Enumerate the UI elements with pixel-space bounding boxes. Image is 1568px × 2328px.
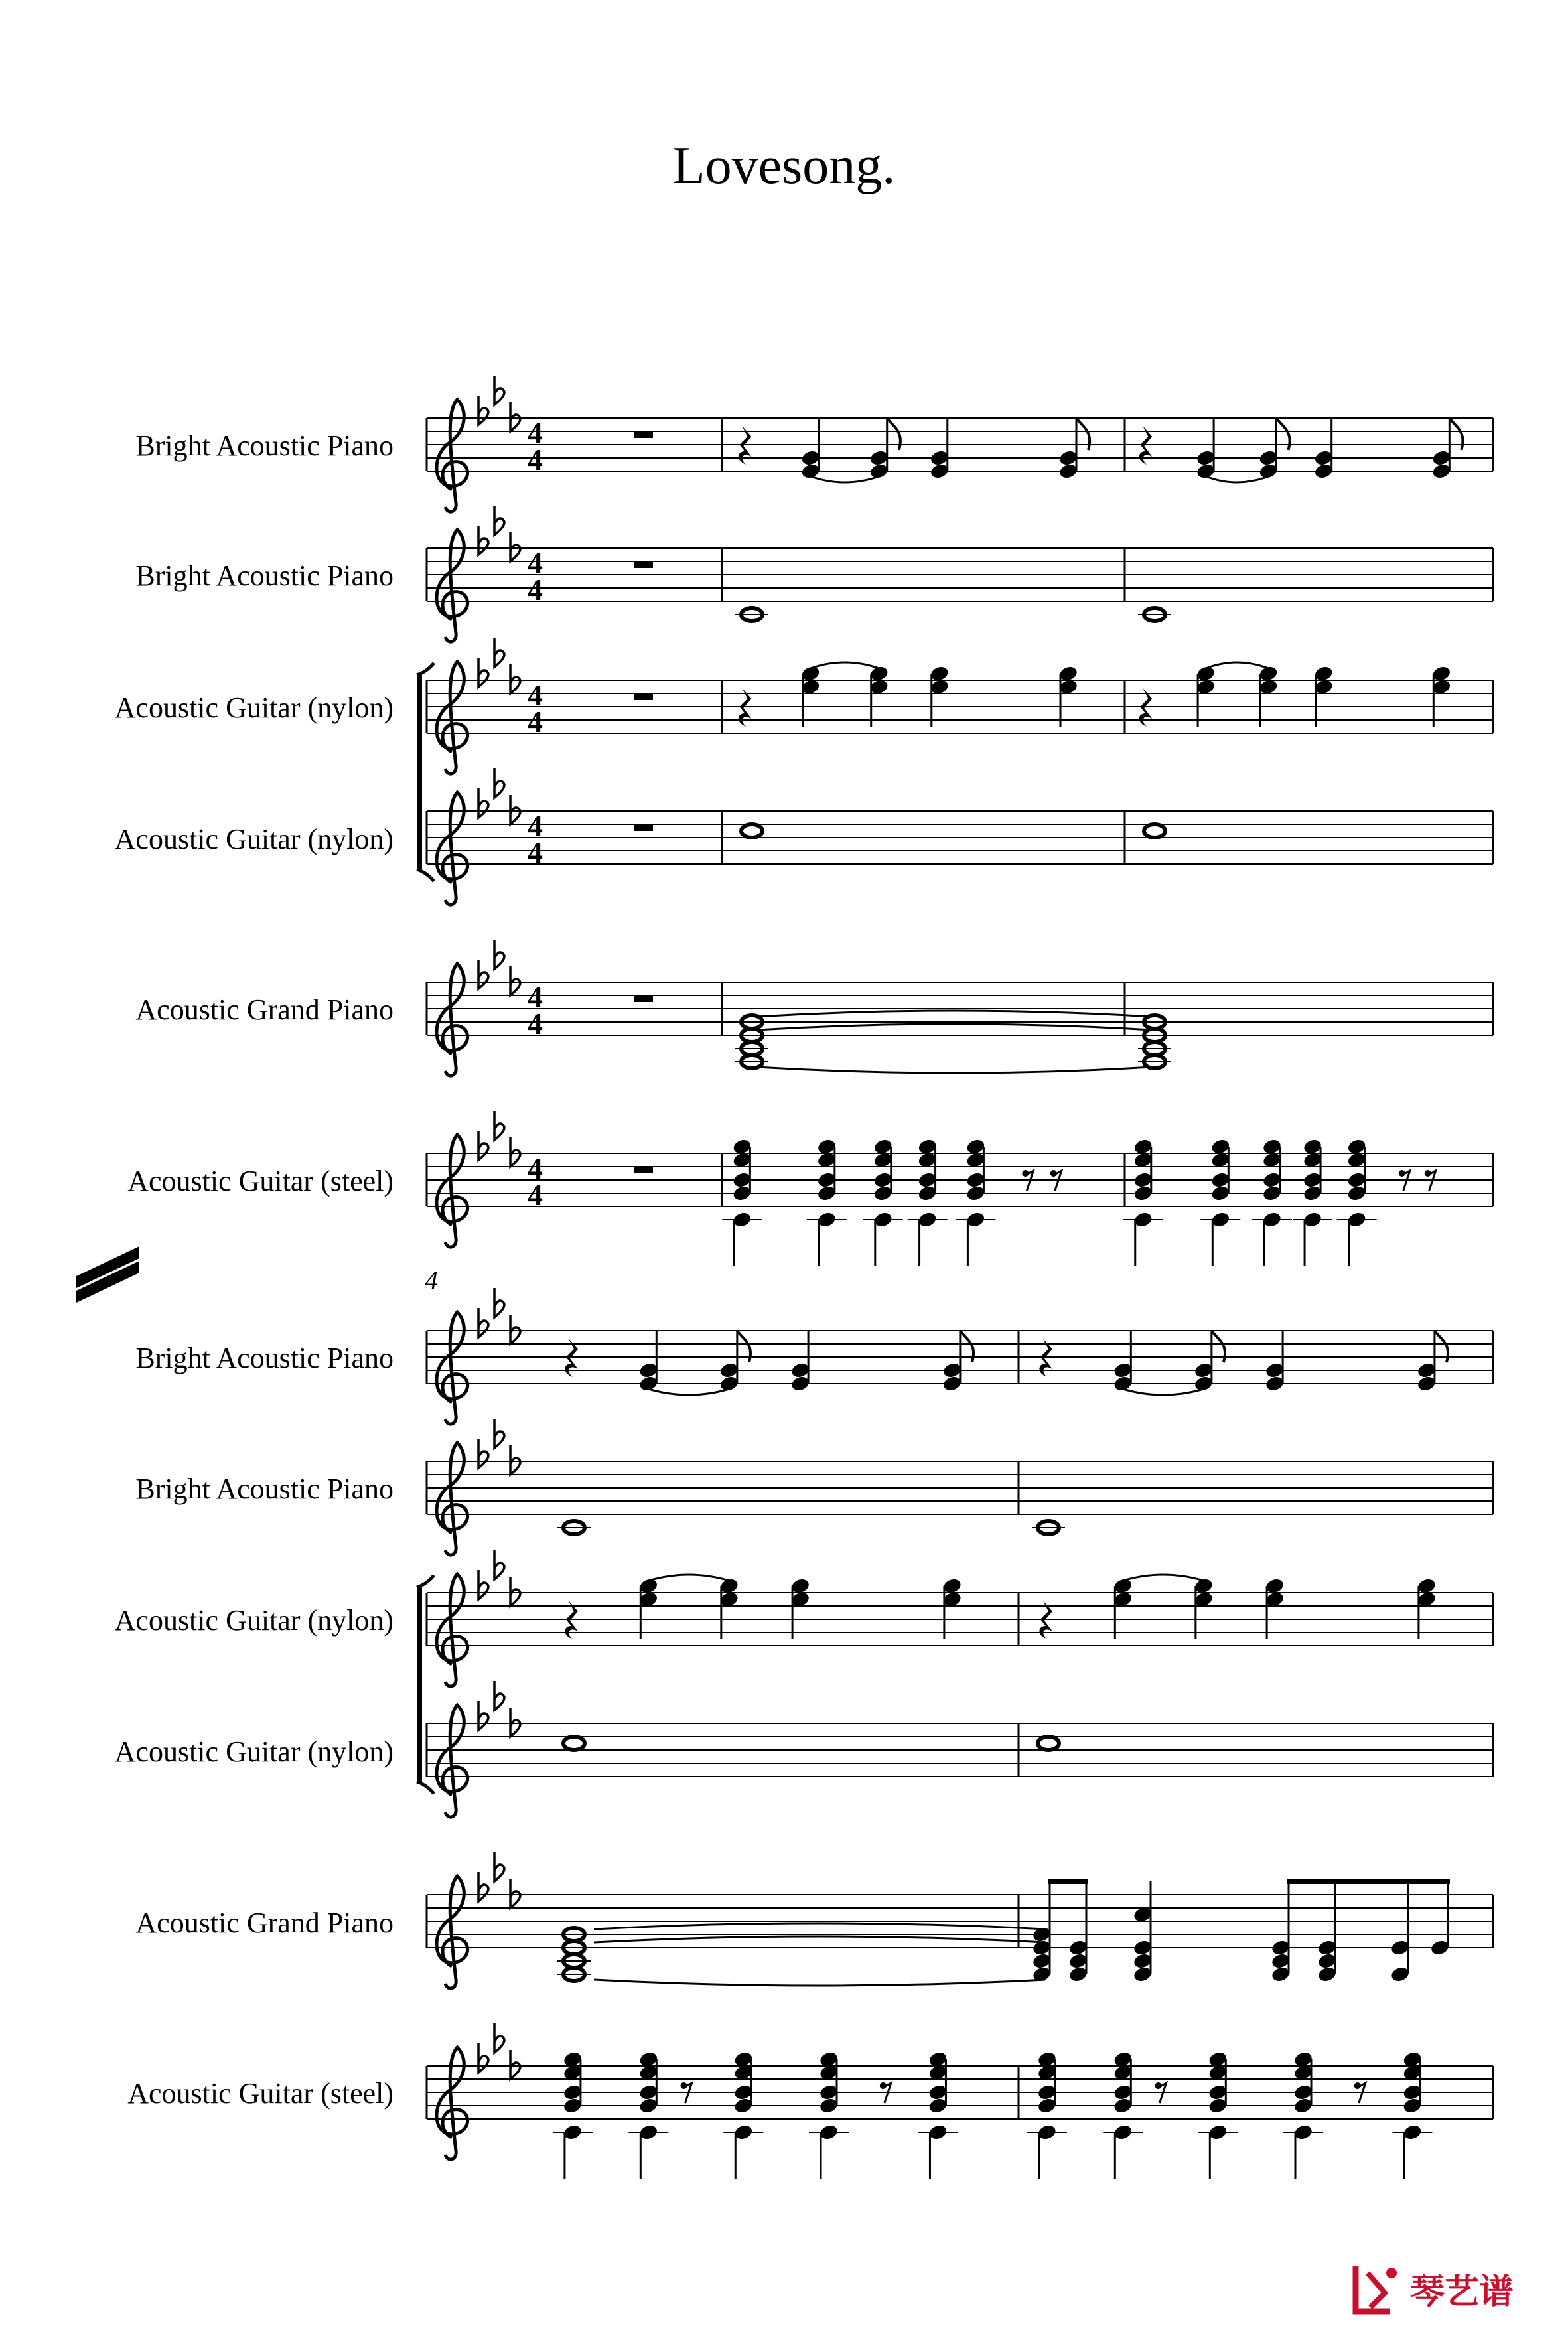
- staff: [427, 1895, 1493, 1948]
- flat-accidental: [494, 506, 504, 535]
- time-signature-bottom: 4: [528, 443, 543, 476]
- whole-rest: [634, 693, 653, 700]
- flat-accidental: [494, 1681, 504, 1710]
- whole-note: [563, 1737, 585, 1750]
- flat-accidental: [510, 532, 520, 561]
- flat-accidental: [510, 1879, 520, 1908]
- staff: [427, 418, 1493, 471]
- flat-accidental: [494, 1852, 504, 1881]
- whole-rest: [634, 824, 653, 831]
- flat-accidental: [478, 526, 488, 555]
- site-logo: [1350, 2260, 1556, 2319]
- tie: [811, 476, 879, 482]
- treble-clef: [437, 530, 468, 642]
- staff: [427, 1461, 1493, 1514]
- flat-accidental: [478, 788, 488, 818]
- staff: [427, 2066, 1493, 2119]
- beam: [1287, 1879, 1450, 1884]
- staff: [427, 1723, 1493, 1777]
- flat-accidental: [494, 1419, 504, 1448]
- whole-note: [1038, 1737, 1059, 1750]
- staff-bracket: [417, 1587, 422, 1782]
- flat-accidental: [494, 940, 504, 969]
- staff: [427, 811, 1493, 864]
- whole-note: [741, 824, 762, 837]
- beam: [1048, 1879, 1088, 1884]
- time-signature-bottom: 4: [528, 836, 543, 869]
- time-signature-top: 4: [528, 980, 543, 1014]
- flat-accidental: [478, 960, 488, 989]
- flat-accidental: [510, 795, 520, 824]
- time-signature-top: 4: [528, 546, 543, 580]
- flat-accidental: [510, 966, 520, 995]
- time-signature-top: 4: [528, 416, 543, 450]
- tie: [1123, 1389, 1204, 1395]
- treble-clef: [437, 1312, 468, 1424]
- staff-label: Bright Acoustic Piano: [135, 1473, 393, 1505]
- tie: [756, 1011, 1151, 1017]
- logo-text: 琴艺谱: [1410, 2272, 1514, 2312]
- flat-accidental: [494, 1288, 504, 1317]
- tie: [1206, 662, 1268, 668]
- whole-rest: [634, 561, 653, 568]
- flat-accidental: [510, 1708, 520, 1737]
- staff: [427, 982, 1493, 1035]
- treble-clef: [437, 1876, 468, 1988]
- staff-label: Acoustic Guitar (steel): [127, 1165, 393, 1197]
- flat-accidental: [494, 768, 504, 798]
- flat-accidental: [510, 1315, 520, 1344]
- whole-rest: [634, 1167, 653, 1173]
- flat-accidental: [494, 2023, 504, 2053]
- treble-clef: [437, 1443, 468, 1555]
- time-signature-bottom: 4: [528, 1178, 543, 1212]
- time-signature-top: 4: [528, 1151, 543, 1185]
- time-signature-top: 4: [528, 678, 543, 712]
- flat-accidental: [510, 1137, 520, 1167]
- bracket-hook: [417, 1575, 434, 1587]
- treble-clef: [437, 2047, 468, 2159]
- whole-note: [1144, 824, 1165, 837]
- whole-rest: [634, 995, 653, 1002]
- staff: [427, 548, 1493, 601]
- tie: [756, 1024, 1151, 1030]
- whole-rest: [634, 431, 653, 438]
- staff-label: Acoustic Guitar (steel): [127, 2077, 393, 2110]
- bracket-hook: [417, 663, 434, 675]
- staff-label: Bright Acoustic Piano: [135, 559, 393, 592]
- bracket-hook: [417, 1782, 434, 1794]
- tie: [811, 662, 879, 668]
- tie: [1123, 1575, 1204, 1581]
- treble-clef: [437, 662, 468, 774]
- flat-accidental: [494, 1111, 504, 1140]
- flat-accidental: [494, 376, 504, 405]
- flat-accidental: [478, 658, 488, 687]
- time-signature-top: 4: [528, 809, 543, 843]
- flat-accidental: [478, 2043, 488, 2073]
- staff-label: Acoustic Grand Piano: [135, 993, 393, 1026]
- flat-accidental: [478, 396, 488, 425]
- flat-accidental: [478, 1131, 488, 1160]
- flat-accidental: [478, 1701, 488, 1730]
- flat-accidental: [510, 1577, 520, 1606]
- flat-accidental: [510, 402, 520, 431]
- treble-clef: [437, 792, 468, 905]
- staff-label: Acoustic Grand Piano: [135, 1907, 393, 1939]
- staff-label: Acoustic Guitar (nylon): [114, 1604, 393, 1637]
- flat-accidental: [478, 1308, 488, 1337]
- time-signature-bottom: 4: [528, 1007, 543, 1041]
- score-title: Lovesong.: [672, 137, 896, 195]
- tie: [594, 1980, 1045, 1986]
- treble-clef: [437, 964, 468, 1076]
- flat-accidental: [478, 1439, 488, 1468]
- staff: [427, 1153, 1493, 1206]
- tie: [756, 1067, 1151, 1073]
- tie: [648, 1389, 729, 1395]
- staff-label: Acoustic Guitar (nylon): [114, 823, 393, 855]
- treble-clef: [437, 1705, 468, 1817]
- bracket-hook: [417, 869, 434, 881]
- tie: [594, 1923, 1045, 1929]
- staff: [427, 680, 1493, 733]
- flat-accidental: [510, 1445, 520, 1475]
- staff-bracket: [417, 675, 422, 869]
- treble-clef: [437, 400, 468, 512]
- time-signature-bottom: 4: [528, 573, 543, 607]
- staff-label: Bright Acoustic Piano: [135, 1342, 393, 1374]
- tie: [594, 1936, 1045, 1942]
- tie: [648, 1575, 729, 1581]
- tie: [1206, 476, 1268, 482]
- measure-number: 4: [425, 1266, 438, 1295]
- staff-label: Acoustic Guitar (nylon): [114, 691, 393, 724]
- flat-accidental: [494, 1550, 504, 1579]
- treble-clef: [437, 1135, 468, 1247]
- treble-clef: [437, 1574, 468, 1686]
- flat-accidental: [494, 638, 504, 667]
- flat-accidental: [478, 1872, 488, 1901]
- flat-accidental: [510, 664, 520, 693]
- staff-label: Acoustic Guitar (nylon): [114, 1735, 393, 1768]
- flat-accidental: [478, 1570, 488, 1599]
- flat-accidental: [510, 2050, 520, 2079]
- time-signature-bottom: 4: [528, 705, 543, 739]
- staff-label: Bright Acoustic Piano: [135, 429, 393, 462]
